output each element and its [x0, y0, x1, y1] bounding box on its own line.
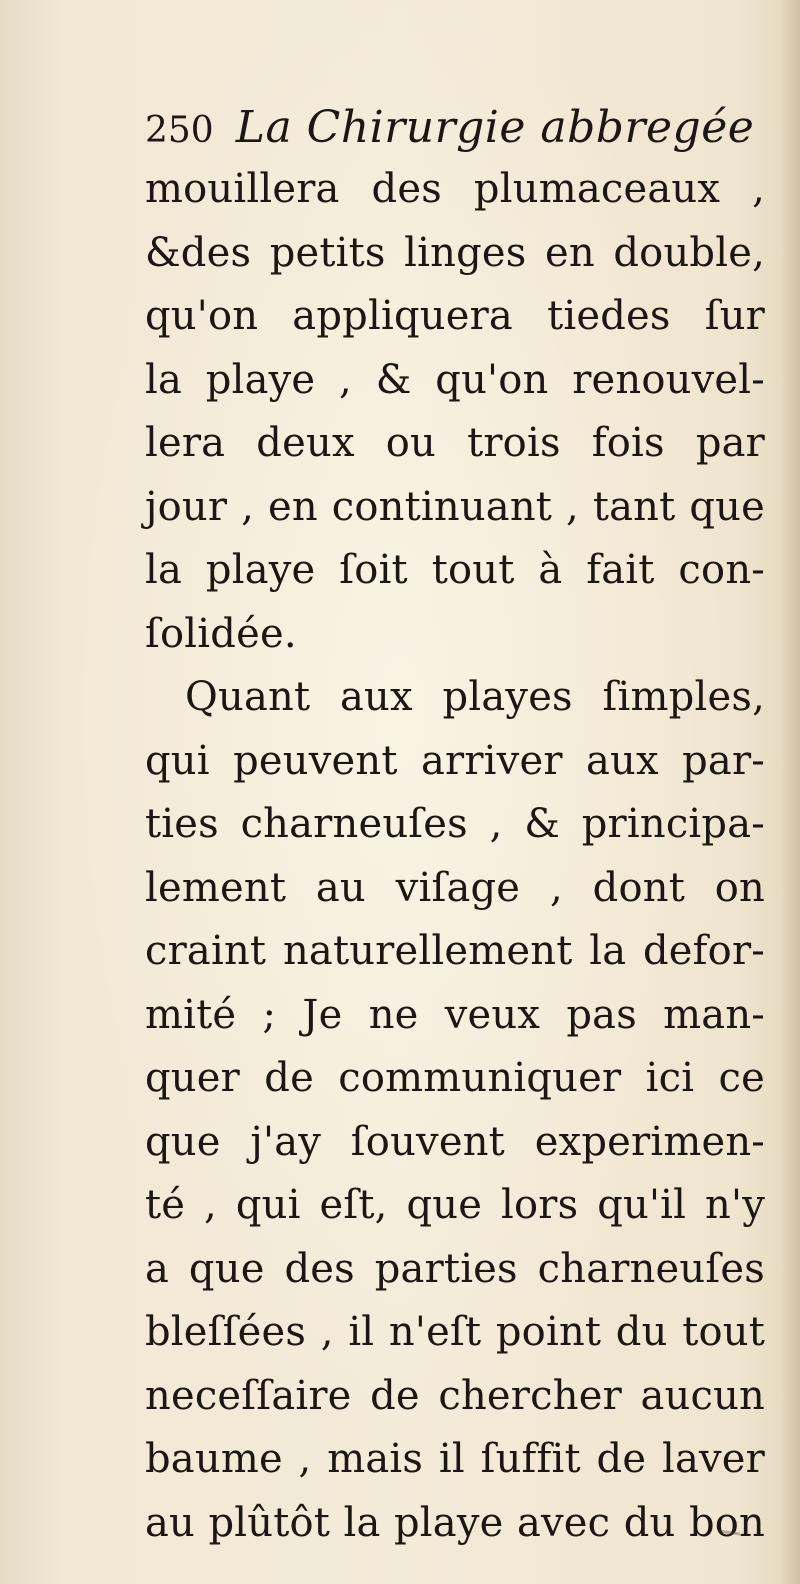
text-line: bleſſées , il n'eſt point du tout	[145, 1309, 765, 1355]
text-line: té , qui eſt, que lors qu'il n'y	[145, 1182, 765, 1228]
paragraph-start-line: Quant aux playes ſimples,	[185, 674, 765, 720]
text-line: mouillera des plumaceaux ,	[145, 166, 765, 212]
text-line: que j'ay ſouvent experimen-	[145, 1118, 765, 1165]
text-line: &des petits linges en double,	[145, 229, 765, 276]
text-line: quer de communiquer ici ce	[145, 1055, 765, 1101]
text-line: lement au viſage , dont on	[145, 864, 765, 911]
text-line: ſolidée.	[145, 610, 297, 657]
text-line: qu'on appliquera tiedes ſur	[145, 293, 765, 339]
text-line: au plûtôt la playe avec du bon	[145, 1499, 765, 1546]
text-line: neceſſaire de chercher aucun	[145, 1372, 765, 1419]
text-line: craint naturellement la defor-	[145, 928, 765, 974]
text-line: ties charneuſes , & principa-	[145, 801, 765, 847]
text-line: baume , mais il ſuffit de laver	[145, 1436, 765, 1482]
text-line: a que des parties charneuſes	[145, 1245, 765, 1292]
text-line: mité ; Je ne veux pas man-	[145, 991, 765, 1038]
body-text	[145, 158, 765, 1555]
running-title: La Chirurgie abbregée	[235, 102, 755, 153]
text-line: la playe ſoit tout à fait con-	[145, 547, 765, 593]
text-line: qui peuvent arriver aux par-	[145, 737, 765, 784]
text-line: la playe , & qu'on renouvel-	[145, 356, 765, 403]
text-line: lera deux ou trois fois par	[145, 420, 765, 466]
page-number: 250	[145, 110, 214, 151]
text-line: jour , en continuant , tant que	[145, 483, 765, 530]
page-header	[145, 98, 755, 158]
page-edge-shadow	[780, 0, 800, 1584]
